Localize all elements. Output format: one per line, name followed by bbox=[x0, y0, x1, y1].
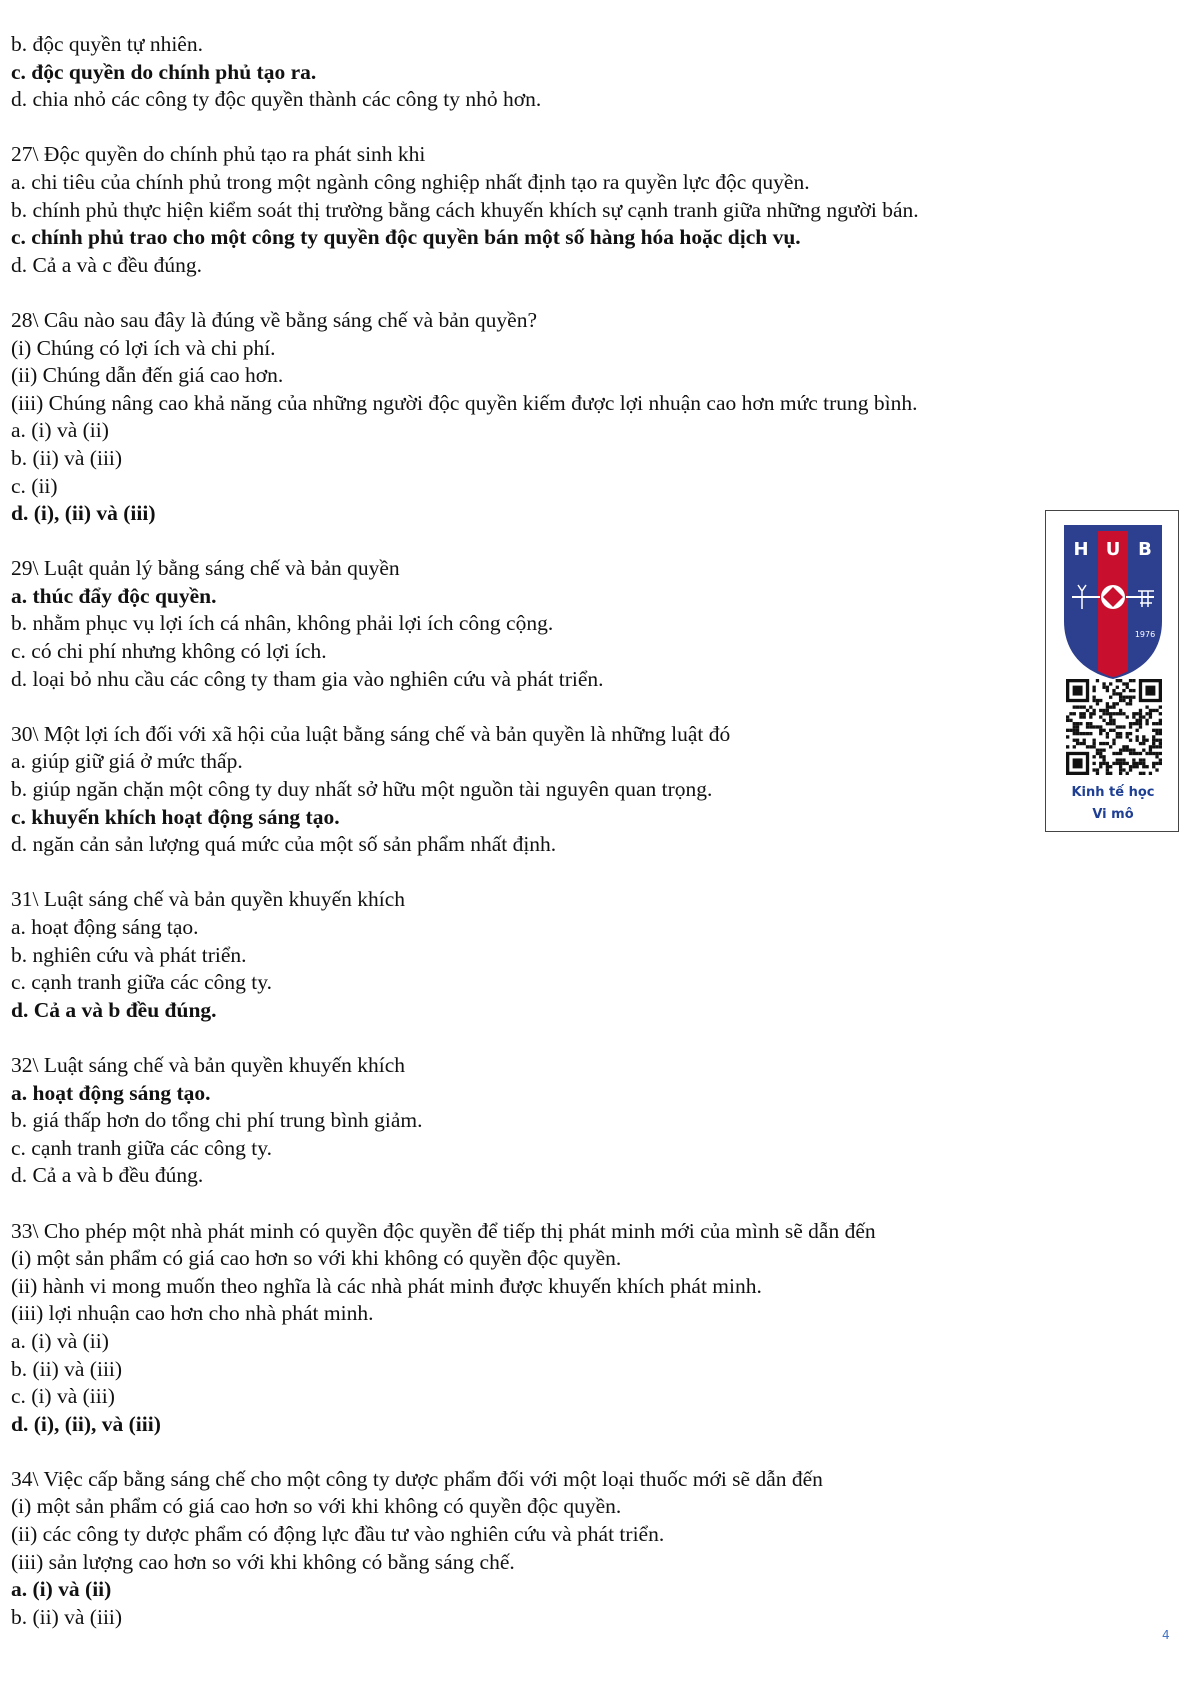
text-line: 29\ Luật quản lý bằng sáng chế và bản quyền bbox=[11, 556, 400, 581]
text-line: (iii) lợi nhuận cao hơn cho nhà phát minh. bbox=[11, 1301, 374, 1326]
document-body bbox=[11, 31, 1041, 1631]
course-label: Kinh tế học bbox=[1071, 785, 1155, 800]
logo-letter-u: U bbox=[1105, 539, 1121, 560]
text-line: b. nhằm phục vụ lợi ích cá nhân, không phải lợi ích công cộng. bbox=[11, 611, 554, 636]
answer-line-correct: c. khuyến khích hoạt động sáng tạo. bbox=[11, 804, 340, 829]
text-line: 27\ Độc quyền do chính phủ tạo ra phát sinh khi bbox=[11, 142, 426, 167]
text-line: c. cạnh tranh giữa các công ty. bbox=[11, 1135, 272, 1160]
course-sublabel: Vi mô bbox=[1092, 807, 1134, 822]
blank-line bbox=[11, 693, 1041, 721]
hub-logo bbox=[1060, 521, 1166, 683]
blank-line bbox=[11, 1438, 1041, 1466]
text-line: (i) một sản phẩm có giá cao hơn so với khi không có quyền độc quyền. bbox=[11, 1246, 622, 1271]
text-line: 34\ Việc cấp bằng sáng chế cho một công ty dược phẩm đối với một loại thuốc mới sẽ dẫn đến bbox=[11, 1466, 823, 1491]
text-line: c. cạnh tranh giữa các công ty. bbox=[11, 970, 272, 995]
text-line: a. chi tiêu của chính phủ trong một ngành công nghiệp nhất định tạo ra quyền lực độc quyền. bbox=[11, 169, 810, 194]
text-line: b. giá thấp hơn do tổng chi phí trung bình giảm. bbox=[11, 1108, 423, 1133]
logo-letter-b: B bbox=[1138, 539, 1152, 560]
answer-line-correct: c. độc quyền do chính phủ tạo ra. bbox=[11, 59, 317, 84]
answer-line-correct: d. (i), (ii), và (iii) bbox=[11, 1411, 161, 1436]
qr-code-icon bbox=[1066, 679, 1162, 775]
text-line: 32\ Luật sáng chế và bản quyền khuyến khích bbox=[11, 1052, 406, 1077]
text-line: (ii) hành vi mong muốn theo nghĩa là các nhà phát minh được khuyến khích phát minh. bbox=[11, 1273, 762, 1298]
text-line: (ii) các công ty dược phẩm có động lực đầu tư vào nghiên cứu và phát triển. bbox=[11, 1522, 665, 1547]
text-line: a. (i) và (ii) bbox=[11, 418, 109, 443]
text-line: b. (ii) và (iii) bbox=[11, 1356, 123, 1381]
blank-line bbox=[11, 1190, 1041, 1218]
blank-line bbox=[11, 1024, 1041, 1052]
answer-line-correct: d. Cả a và b đều đúng. bbox=[11, 997, 217, 1022]
logo-letter-h: H bbox=[1073, 539, 1089, 560]
text-line: a. hoạt động sáng tạo. bbox=[11, 915, 199, 939]
text-line: 30\ Một lợi ích đối với xã hội của luật bằng sáng chế và bản quyền là những luật đó bbox=[11, 721, 731, 746]
text-line: (i) Chúng có lợi ích và chi phí. bbox=[11, 335, 276, 360]
text-line: b. chính phủ thực hiện kiểm soát thị trường bằng cách khuyến khích sự cạnh tranh giữa những người bán. bbox=[11, 197, 919, 222]
logo-year: 1976 bbox=[1134, 630, 1156, 639]
text-line: 33\ Cho phép một nhà phát minh có quyền độc quyền để tiếp thị phát minh mới của mình sẽ dẫn đến bbox=[11, 1218, 876, 1243]
answer-line-correct: a. thúc đẩy độc quyền. bbox=[11, 583, 217, 608]
text-line: b. giúp ngăn chặn một công ty duy nhất sở hữu một nguồn tài nguyên quan trọng. bbox=[11, 777, 713, 802]
text-line: a. (i) và (ii) bbox=[11, 1328, 109, 1353]
text-line: b. (ii) và (iii) bbox=[11, 445, 123, 470]
text-line: c. (i) và (iii) bbox=[11, 1384, 115, 1409]
text-line: 28\ Câu nào sau đây là đúng về bằng sáng chế và bản quyền? bbox=[11, 307, 537, 332]
text-line: d. Cả a và c đều đúng. bbox=[11, 252, 203, 277]
text-line: b. nghiên cứu và phát triển. bbox=[11, 942, 247, 967]
text-line: 31\ Luật sáng chế và bản quyền khuyến khích bbox=[11, 887, 406, 912]
blank-line bbox=[11, 114, 1041, 142]
page-number: 4 bbox=[1162, 1628, 1170, 1642]
answer-line-correct: c. chính phủ trao cho một công ty quyền độc quyền bán một số hàng hóa hoặc dịch vụ. bbox=[11, 225, 801, 250]
text-line: c. có chi phí nhưng không có lợi ích. bbox=[11, 639, 327, 664]
text-line: a. giúp giữ giá ở mức thấp. bbox=[11, 749, 243, 774]
text-line: d. Cả a và b đều đúng. bbox=[11, 1163, 204, 1188]
text-line: (ii) Chúng dẫn đến giá cao hơn. bbox=[11, 363, 284, 388]
text-line: d. loại bỏ nhu cầu các công ty tham gia vào nghiên cứu và phát triển. bbox=[11, 666, 604, 691]
text-line: d. chia nhỏ các công ty độc quyền thành các công ty nhỏ hơn. bbox=[11, 87, 542, 112]
text-line: d. ngăn cản sản lượng quá mức của một số sản phẩm nhất định. bbox=[11, 832, 557, 857]
answer-line-correct: d. (i), (ii) và (iii) bbox=[11, 501, 156, 526]
answer-line-correct: a. (i) và (ii) bbox=[11, 1577, 112, 1602]
text-line: b. (ii) và (iii) bbox=[11, 1604, 123, 1629]
blank-line bbox=[11, 279, 1041, 307]
course-badge bbox=[1045, 510, 1179, 832]
blank-line bbox=[11, 859, 1041, 887]
answer-line-correct: a. hoạt động sáng tạo. bbox=[11, 1080, 211, 1105]
text-line: (iii) Chúng nâng cao khả năng của những người độc quyền kiếm được lợi nhuận cao hơn mức trung bình. bbox=[11, 390, 918, 415]
text-line: b. độc quyền tự nhiên. bbox=[11, 32, 203, 56]
text-line: c. (ii) bbox=[11, 473, 58, 498]
text-line: (iii) sản lượng cao hơn so với khi không có bằng sáng chế. bbox=[11, 1549, 515, 1574]
blank-line bbox=[11, 528, 1041, 556]
text-line: (i) một sản phẩm có giá cao hơn so với khi không có quyền độc quyền. bbox=[11, 1494, 622, 1519]
